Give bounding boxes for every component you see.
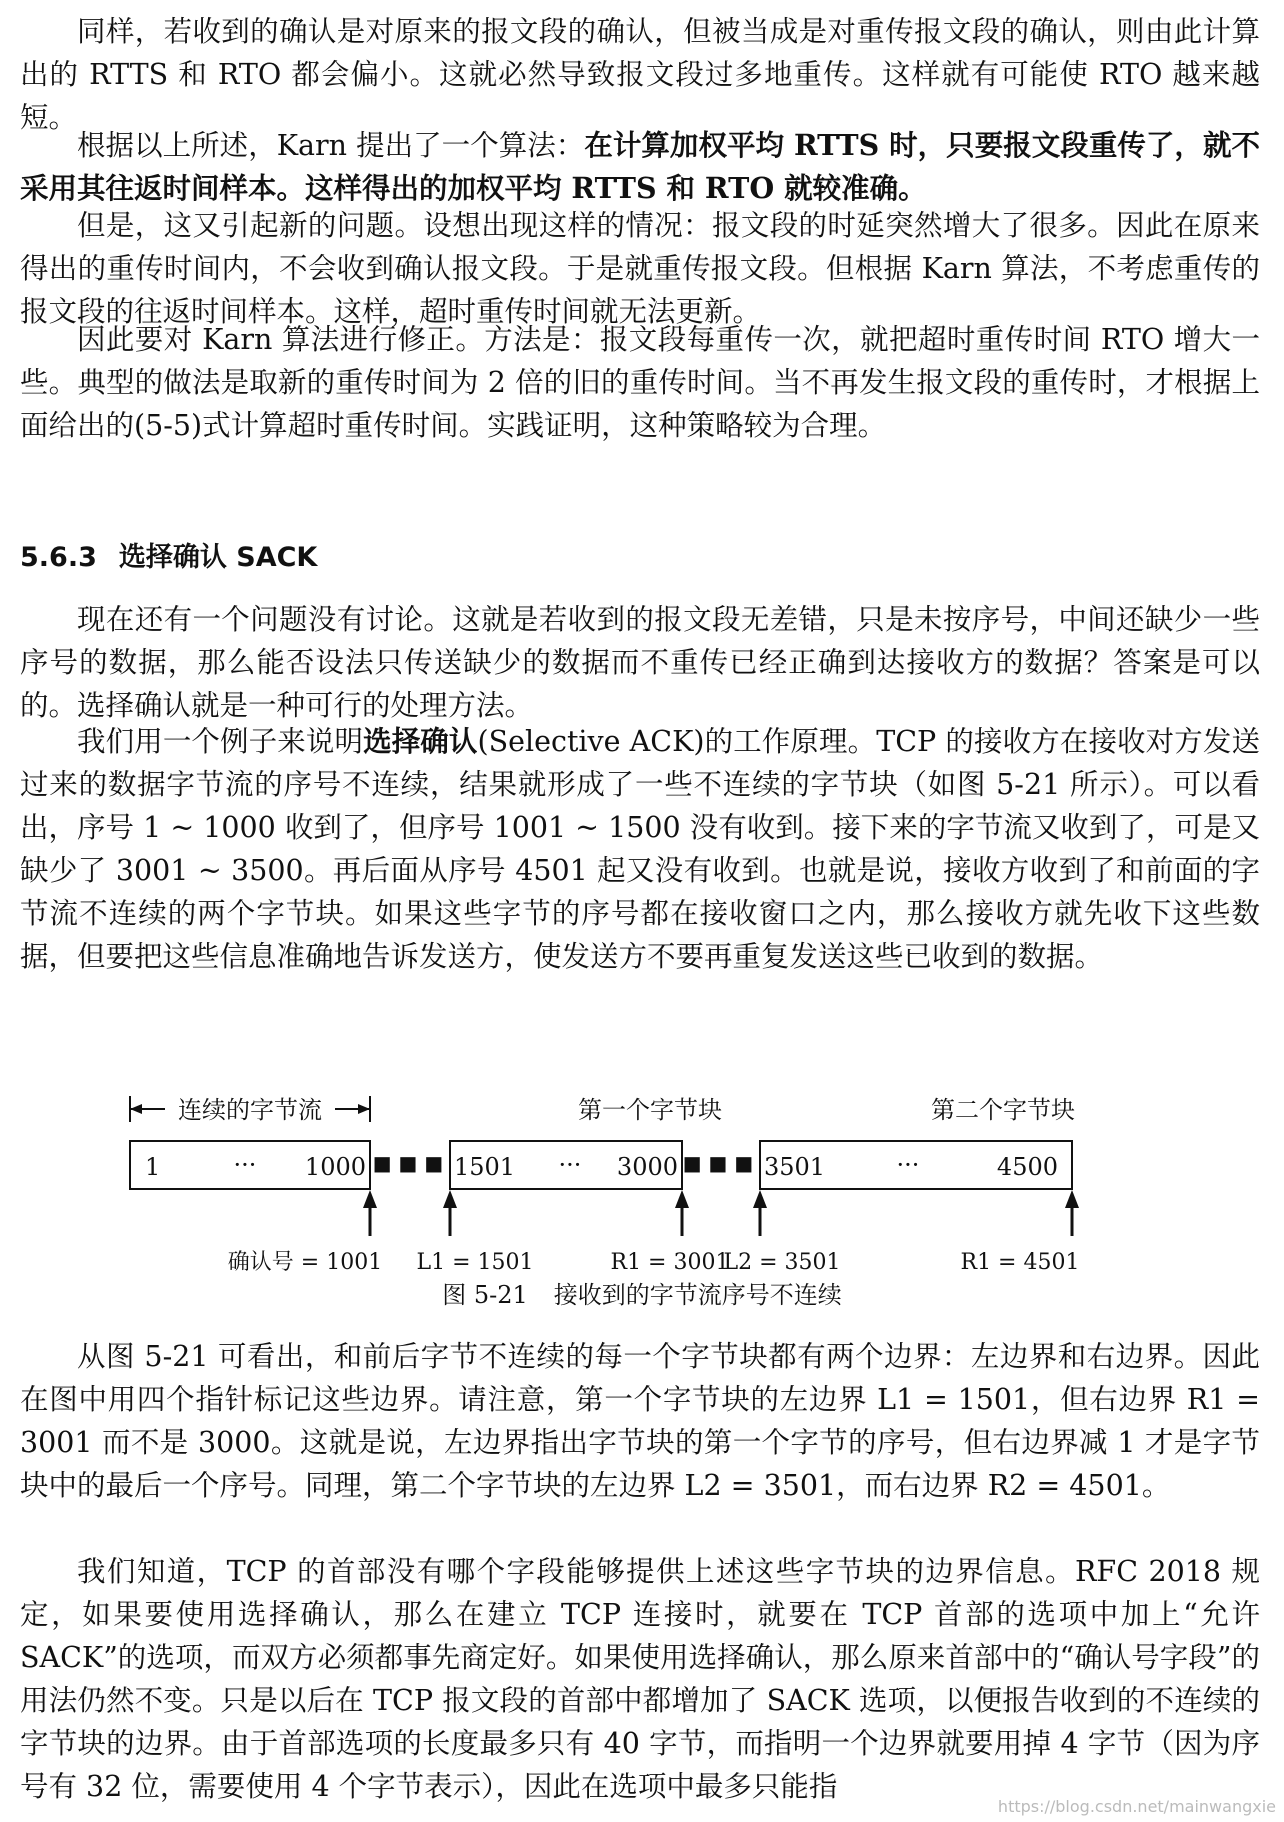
section-number: 5.6.3 — [20, 542, 97, 573]
paragraph-block-boundaries: 从图 5-21 可看出，和前后字节不连续的每一个字节块都有两个边界：左边界和右边界。因此在图中用四个指针标记这些边界。请注意，第一个字节块的左边界 L1 = 1501，但右边界 R1 = 3001 而不是 3000。这就是说，左边界指出字节块的第一个字节的序号，但右边界减 1 才是字节块中的最后一个序号。同理，第二个字节块的左边界 L2 = 3501，而右边界 R2 = 4501。 — [20, 1340, 1260, 1502]
watermark: https://blog.csdn.net/mainwangxie — [997, 1797, 1276, 1816]
pointer-r1-head — [675, 1190, 689, 1208]
label-r-second: R1 = 4501 — [960, 1250, 1080, 1275]
pointer-l1-head — [443, 1190, 457, 1208]
label-r1: R1 = 3001 — [610, 1250, 730, 1275]
figure-number: 图 5-21 — [442, 1281, 528, 1309]
section-heading — [20, 535, 317, 574]
label-l2: L2 = 3501 — [723, 1250, 841, 1275]
karn-intro-text: 根据以上所述，Karn 提出了一个算法： — [77, 129, 585, 162]
paragraph-sack-example — [20, 720, 1260, 978]
paragraph-rtt-underestimate: 同样，若收到的确认是对原来的报文段的确认，但被当成是对重传报文段的确认，则由此计算出的 RTTS 和 RTO 都会偏小。这就必然导致报文段过多地重传。这样就有可能使 RTO 越来越短。 — [20, 15, 1260, 134]
label-second-block: 第二个字节块 — [931, 1096, 1075, 1124]
gap-dots-2: ■ ■ ■ — [682, 1151, 754, 1175]
pointer-ack-head — [363, 1190, 377, 1208]
continuous-span-right-arrow — [358, 1104, 370, 1114]
figure-caption — [0, 1275, 1284, 1310]
box3-ellipsis: ··· — [896, 1151, 920, 1179]
gap-dots-1: ■ ■ ■ — [372, 1151, 444, 1175]
figure-byte-blocks — [120, 1086, 1180, 1281]
box1-ellipsis: ··· — [233, 1151, 257, 1179]
paragraph-new-problem: 但是，这又引起新的问题。设想出现这样的情况：报文段的时延突然增大了很多。因此在原来得出的重传时间内，不会收到确认报文段。于是就重传报文段。但根据 Karn 算法，不考虑重传的报文段的往返时间样本。这样，超时重传时间就无法更新。 — [20, 209, 1260, 328]
pointer-r2-head — [1065, 1190, 1079, 1208]
box1-start-seq: 1 — [145, 1153, 161, 1181]
section-title: 选择确认 SACK — [118, 542, 318, 573]
pointer-l2-head — [753, 1190, 767, 1208]
box3-end-seq: 4500 — [996, 1153, 1058, 1181]
sack-example-intro: 我们用一个例子来说明 — [77, 725, 364, 758]
continuous-span-left-arrow — [130, 1104, 142, 1114]
box3-start-seq: 3501 — [764, 1153, 826, 1181]
sack-example-body: (Selective ACK)的工作原理。TCP 的接收方在接收对方发送过来的数据字节流的序号不连续，结果就形成了一些不连续的字节块（如图 5-21 所示）。可以看出，序号 1 ~ 1000 收到了，但序号 1001 ~ 1500 没有收到。接下来的字节流又收到了，可是又缺少了 3001 ~ 3500。再后面从序号 4501 起又没有收到。也就是说，接收方收到了和前面的字节流不连续的两个字节块。如果这些字节的序号都在接收窗口之内，那么接收方就先收下这些数据，但要把这些信息准确地告诉发送方，使发送方不要再重复发送这些已收到的数据。 — [20, 725, 1260, 973]
label-continuous-stream: 连续的字节流 — [178, 1096, 322, 1124]
paragraph-karn-correction: 因此要对 Karn 算法进行修正。方法是：报文段每重传一次，就把超时重传时间 RTO 增大一些。典型的做法是取新的重传时间为 2 倍的旧的重传时间。当不再发生报文段的重传时，才根据上面给出的(5-5)式计算超时重传时间。实践证明，这种策略较为合理。 — [20, 323, 1260, 442]
label-l1: L1 = 1501 — [416, 1250, 534, 1275]
box2-end-seq: 3000 — [616, 1153, 678, 1181]
karn-rule-emphasis: 在计算加权平均 RTTS 时，只要报文段重传了，就不采用其往返时间样本。这样得出的加权平均 RTTS 和 RTO 就较准确。 — [20, 128, 1260, 205]
label-first-block: 第一个字节块 — [578, 1096, 722, 1124]
box1-end-seq: 1000 — [304, 1153, 366, 1181]
paragraph-sack-question: 现在还有一个问题没有讨论。这就是若收到的报文段无差错，只是未按序号，中间还缺少一些序号的数据，那么能否设法只传送缺少的数据而不重传已经正确到达接收方的数据？答案是可以的。选择确认就是一种可行的处理方法。 — [20, 603, 1260, 722]
sack-term-emphasis: 选择确认 — [363, 724, 478, 758]
paragraph-sack-option: 我们知道，TCP 的首部没有哪个字段能够提供上述这些字节块的边界信息。RFC 2018 规定，如果要使用选择确认，那么在建立 TCP 连接时，就要在 TCP 首部的选项中加上“允许 SACK”的选项，而双方必须都事先商定好。如果使用选择确认，那么原来首部中的“确认号字段”的用法仍然不变。只是以后在 TCP 报文段的首部中都增加了 SACK 选项，以便报告收到的不连续的字节块的边界。由于首部选项的长度最多只有 40 字节，而指明一个边界就要用掉 4 字节（因为序号有 32 位，需要使用 4 个字节表示），因此在选项中最多只能指 — [20, 1555, 1260, 1803]
box2-start-seq: 1501 — [454, 1153, 516, 1181]
box2-ellipsis: ··· — [558, 1151, 582, 1179]
label-ack-number: 确认号 = 1001 — [227, 1250, 383, 1275]
paragraph-karn-algorithm — [20, 124, 1260, 210]
figure-caption-text: 接收到的字节流序号不连续 — [553, 1281, 842, 1309]
